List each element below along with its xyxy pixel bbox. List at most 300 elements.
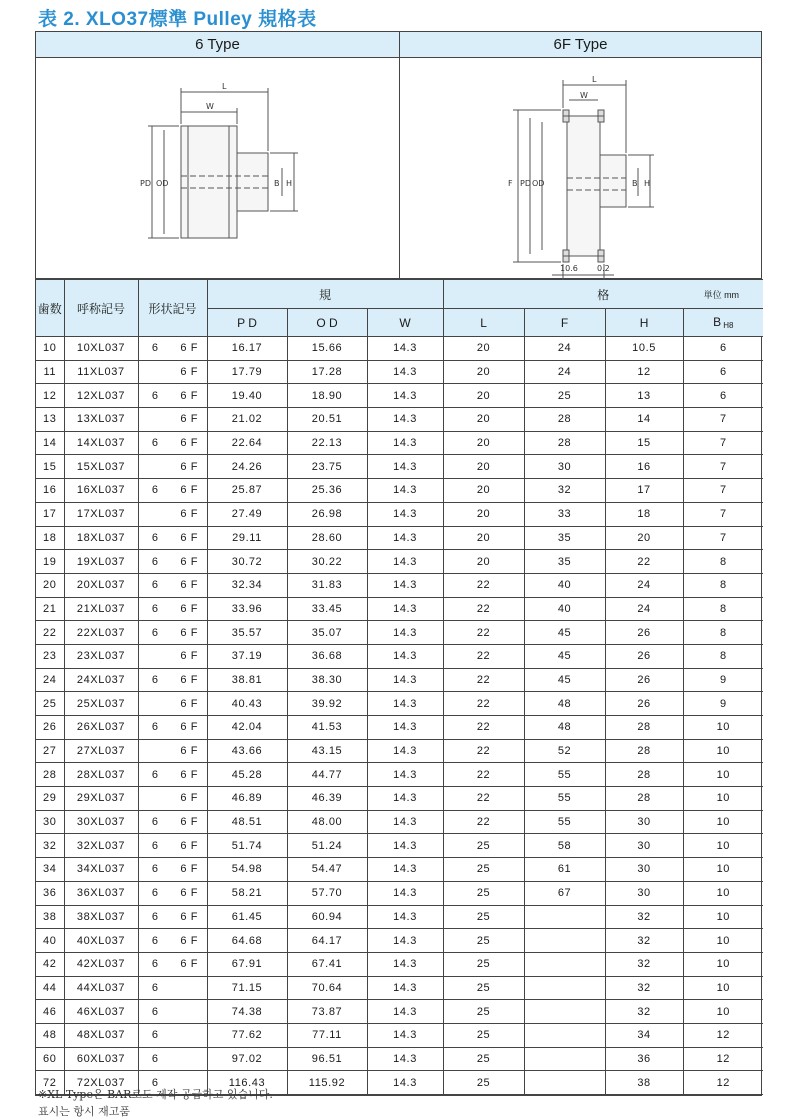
cell-l: 22 xyxy=(443,787,524,811)
cell-b: 10 xyxy=(683,834,763,858)
cell-pd: 22.64 xyxy=(207,431,287,455)
cell-shape-6f: 6 F xyxy=(172,337,207,361)
cell-shape-6: 6 xyxy=(138,384,172,408)
cell-f xyxy=(524,1000,605,1024)
dim-L-label-6f: L xyxy=(592,75,597,84)
cell-od: 54.47 xyxy=(287,858,367,882)
cell-l: 25 xyxy=(443,929,524,953)
cell-h: 17 xyxy=(605,479,683,503)
cell-l: 25 xyxy=(443,1071,524,1095)
cell-w: 14.3 xyxy=(367,692,443,716)
cell-od: 31.83 xyxy=(287,573,367,597)
cell-pd: 54.98 xyxy=(207,858,287,882)
cell-l: 20 xyxy=(443,408,524,432)
cell-teeth: 13 xyxy=(36,408,64,432)
cell-teeth: 32 xyxy=(36,834,64,858)
cell-teeth: 25 xyxy=(36,692,64,716)
table-row xyxy=(36,408,763,432)
cell-shape-6f: 6 F xyxy=(172,810,207,834)
cell-name: 17XL037 xyxy=(64,502,138,526)
cell-shape-6f: 6 F xyxy=(172,502,207,526)
cell-f: 24 xyxy=(524,337,605,361)
cell-teeth: 11 xyxy=(36,360,64,384)
spec-group-label: 格 xyxy=(597,287,610,302)
cell-name: 21XL037 xyxy=(64,597,138,621)
table-row xyxy=(36,431,763,455)
cell-od: 17.28 xyxy=(287,360,367,384)
dim-OD-label-6f: OD xyxy=(532,179,545,188)
cell-od: 96.51 xyxy=(287,1047,367,1071)
cell-od: 57.70 xyxy=(287,881,367,905)
cell-shape-6f: 6 F xyxy=(172,479,207,503)
cell-teeth: 20 xyxy=(36,573,64,597)
cell-od: 77.11 xyxy=(287,1023,367,1047)
cell-w: 14.3 xyxy=(367,455,443,479)
cell-name: 14XL037 xyxy=(64,431,138,455)
col-b-header xyxy=(683,309,763,337)
cell-l: 25 xyxy=(443,976,524,1000)
cell-name: 13XL037 xyxy=(64,408,138,432)
cell-od: 60.94 xyxy=(287,905,367,929)
cell-f: 48 xyxy=(524,692,605,716)
dim-0-2-label: 0.2 xyxy=(597,264,610,273)
cell-f: 35 xyxy=(524,526,605,550)
cell-b: 7 xyxy=(683,502,763,526)
type-figures xyxy=(36,32,761,279)
cell-b: 9 xyxy=(683,668,763,692)
cell-b: 10 xyxy=(683,952,763,976)
cell-od: 41.53 xyxy=(287,716,367,740)
cell-w: 14.3 xyxy=(367,1000,443,1024)
cell-shape-6: 6 xyxy=(138,573,172,597)
cell-f: 45 xyxy=(524,668,605,692)
cell-pd: 32.34 xyxy=(207,573,287,597)
col-l-header: L xyxy=(443,309,524,337)
cell-od: 48.00 xyxy=(287,810,367,834)
cell-shape-6: 6 xyxy=(138,337,172,361)
cell-shape-6: 6 xyxy=(138,881,172,905)
table-row xyxy=(36,573,763,597)
type-6f-drawing xyxy=(400,58,761,278)
cell-od: 36.68 xyxy=(287,644,367,668)
cell-shape-6: 6 xyxy=(138,1071,172,1095)
cell-b: 8 xyxy=(683,550,763,574)
cell-pd: 46.89 xyxy=(207,787,287,811)
cell-shape-6f: 6 F xyxy=(172,881,207,905)
cell-od: 38.30 xyxy=(287,668,367,692)
cell-l: 22 xyxy=(443,621,524,645)
cell-f xyxy=(524,905,605,929)
cell-w: 14.3 xyxy=(367,881,443,905)
table-row xyxy=(36,763,763,787)
cell-pd: 29.11 xyxy=(207,526,287,550)
cell-pd: 77.62 xyxy=(207,1023,287,1047)
cell-shape-6f: 6 F xyxy=(172,360,207,384)
cell-h: 30 xyxy=(605,834,683,858)
cell-pd: 21.02 xyxy=(207,408,287,432)
cell-teeth: 23 xyxy=(36,644,64,668)
table-row xyxy=(36,1047,763,1071)
cell-pd: 45.28 xyxy=(207,763,287,787)
cell-w: 14.3 xyxy=(367,502,443,526)
cell-w: 14.3 xyxy=(367,408,443,432)
cell-f: 40 xyxy=(524,597,605,621)
cell-shape-6: 6 xyxy=(138,1023,172,1047)
dim-L-label: L xyxy=(222,82,227,91)
cell-shape-6f: 6 F xyxy=(172,644,207,668)
cell-h: 34 xyxy=(605,1023,683,1047)
cell-shape-6f xyxy=(172,1047,207,1071)
col-w-header: W xyxy=(367,309,443,337)
cell-shape-6: 6 xyxy=(138,976,172,1000)
cell-l: 22 xyxy=(443,573,524,597)
cell-b: 8 xyxy=(683,621,763,645)
cell-b: 8 xyxy=(683,644,763,668)
type-6f-panel xyxy=(399,32,761,278)
cell-teeth: 28 xyxy=(36,763,64,787)
cell-l: 22 xyxy=(443,668,524,692)
cell-w: 14.3 xyxy=(367,976,443,1000)
cell-pd: 27.49 xyxy=(207,502,287,526)
cell-l: 25 xyxy=(443,1047,524,1071)
cell-pd: 24.26 xyxy=(207,455,287,479)
cell-w: 14.3 xyxy=(367,1047,443,1071)
cell-od: 51.24 xyxy=(287,834,367,858)
cell-f: 25 xyxy=(524,384,605,408)
cell-h: 14 xyxy=(605,408,683,432)
cell-pd: 97.02 xyxy=(207,1047,287,1071)
cell-l: 22 xyxy=(443,763,524,787)
cell-w: 14.3 xyxy=(367,431,443,455)
cell-name: 44XL037 xyxy=(64,976,138,1000)
cell-f: 45 xyxy=(524,621,605,645)
cell-teeth: 10 xyxy=(36,337,64,361)
cell-teeth: 18 xyxy=(36,526,64,550)
cell-w: 14.3 xyxy=(367,952,443,976)
cell-h: 32 xyxy=(605,952,683,976)
cell-h: 26 xyxy=(605,621,683,645)
cell-w: 14.3 xyxy=(367,787,443,811)
cell-f: 61 xyxy=(524,858,605,882)
cell-shape-6: 6 xyxy=(138,763,172,787)
table-row xyxy=(36,810,763,834)
cell-b: 12 xyxy=(683,1071,763,1095)
cell-w: 14.3 xyxy=(367,573,443,597)
cell-h: 18 xyxy=(605,502,683,526)
cell-shape-6: 6 xyxy=(138,668,172,692)
cell-shape-6 xyxy=(138,787,172,811)
cell-b: 10 xyxy=(683,905,763,929)
cell-teeth: 16 xyxy=(36,479,64,503)
cell-f: 33 xyxy=(524,502,605,526)
cell-shape-6 xyxy=(138,644,172,668)
cell-pd: 42.04 xyxy=(207,716,287,740)
cell-b: 10 xyxy=(683,763,763,787)
cell-shape-6f: 6 F xyxy=(172,526,207,550)
cell-l: 25 xyxy=(443,1000,524,1024)
cell-l: 20 xyxy=(443,502,524,526)
cell-name: 60XL037 xyxy=(64,1047,138,1071)
cell-h: 30 xyxy=(605,810,683,834)
cell-name: 12XL037 xyxy=(64,384,138,408)
cell-w: 14.3 xyxy=(367,858,443,882)
cell-od: 15.66 xyxy=(287,337,367,361)
cell-f xyxy=(524,1047,605,1071)
cell-shape-6 xyxy=(138,502,172,526)
cell-shape-6: 6 xyxy=(138,597,172,621)
cell-f: 32 xyxy=(524,479,605,503)
cell-l: 22 xyxy=(443,597,524,621)
cell-shape-6f: 6 F xyxy=(172,550,207,574)
type-6-drawing xyxy=(36,58,399,278)
table-row xyxy=(36,739,763,763)
cell-h: 15 xyxy=(605,431,683,455)
cell-name: 28XL037 xyxy=(64,763,138,787)
cell-teeth: 26 xyxy=(36,716,64,740)
col-pd-header: P D xyxy=(207,309,287,337)
cell-teeth: 24 xyxy=(36,668,64,692)
cell-shape-6f: 6 F xyxy=(172,952,207,976)
cell-l: 25 xyxy=(443,1023,524,1047)
cell-teeth: 19 xyxy=(36,550,64,574)
cell-shape-6: 6 xyxy=(138,479,172,503)
col-teeth-header: 歯数 xyxy=(36,280,64,337)
cell-od: 44.77 xyxy=(287,763,367,787)
cell-b: 6 xyxy=(683,384,763,408)
cell-b: 10 xyxy=(683,810,763,834)
cell-teeth: 60 xyxy=(36,1047,64,1071)
cell-name: 72XL037 xyxy=(64,1071,138,1095)
cell-h: 13 xyxy=(605,384,683,408)
table-row xyxy=(36,502,763,526)
type-6-heading: 6 Type xyxy=(36,32,399,58)
cell-w: 14.3 xyxy=(367,526,443,550)
cell-od: 26.98 xyxy=(287,502,367,526)
cell-w: 14.3 xyxy=(367,1023,443,1047)
cell-teeth: 48 xyxy=(36,1023,64,1047)
cell-l: 25 xyxy=(443,858,524,882)
cell-f xyxy=(524,952,605,976)
cell-shape-6f: 6 F xyxy=(172,692,207,716)
dim-H-label-6f: H xyxy=(644,179,651,188)
cell-h: 26 xyxy=(605,644,683,668)
dim-B-label-6f: B xyxy=(632,179,638,188)
cell-shape-6: 6 xyxy=(138,621,172,645)
cell-h: 16 xyxy=(605,455,683,479)
cell-name: 24XL037 xyxy=(64,668,138,692)
table-row xyxy=(36,1000,763,1024)
cell-w: 14.3 xyxy=(367,550,443,574)
col-b-subscript: H8 xyxy=(723,321,734,330)
cell-name: 18XL037 xyxy=(64,526,138,550)
table-row xyxy=(36,337,763,361)
cell-h: 36 xyxy=(605,1047,683,1071)
cell-pd: 16.17 xyxy=(207,337,287,361)
dim-PD-label: PD xyxy=(140,179,151,188)
table-row xyxy=(36,952,763,976)
cell-pd: 61.45 xyxy=(207,905,287,929)
cell-teeth: 14 xyxy=(36,431,64,455)
table-row xyxy=(36,479,763,503)
cell-l: 20 xyxy=(443,431,524,455)
dim-OD-label: OD xyxy=(156,179,169,188)
cell-pd: 48.51 xyxy=(207,810,287,834)
cell-h: 24 xyxy=(605,597,683,621)
cell-f: 55 xyxy=(524,810,605,834)
cell-b: 7 xyxy=(683,479,763,503)
cell-od: 35.07 xyxy=(287,621,367,645)
cell-h: 32 xyxy=(605,905,683,929)
cell-teeth: 29 xyxy=(36,787,64,811)
cell-shape-6 xyxy=(138,408,172,432)
cell-w: 14.3 xyxy=(367,739,443,763)
col-od-header: O D xyxy=(287,309,367,337)
cell-name: 46XL037 xyxy=(64,1000,138,1024)
cell-pd: 37.19 xyxy=(207,644,287,668)
cell-b: 7 xyxy=(683,526,763,550)
cell-b: 10 xyxy=(683,976,763,1000)
cell-shape-6f: 6 F xyxy=(172,668,207,692)
cell-l: 20 xyxy=(443,337,524,361)
cell-b: 10 xyxy=(683,1000,763,1024)
cell-od: 64.17 xyxy=(287,929,367,953)
cell-name: 38XL037 xyxy=(64,905,138,929)
cell-pd: 74.38 xyxy=(207,1000,287,1024)
cell-name: 15XL037 xyxy=(64,455,138,479)
cell-pd: 38.81 xyxy=(207,668,287,692)
cell-w: 14.3 xyxy=(367,929,443,953)
cell-h: 32 xyxy=(605,1000,683,1024)
cell-shape-6: 6 xyxy=(138,1000,172,1024)
type-6-panel xyxy=(36,32,399,278)
table-row xyxy=(36,526,763,550)
cell-h: 24 xyxy=(605,573,683,597)
cell-b: 12 xyxy=(683,1047,763,1071)
cell-pd: 71.15 xyxy=(207,976,287,1000)
table-row xyxy=(36,976,763,1000)
dim-B-label: B xyxy=(274,179,280,188)
cell-od: 18.90 xyxy=(287,384,367,408)
cell-teeth: 38 xyxy=(36,905,64,929)
cell-name: 22XL037 xyxy=(64,621,138,645)
cell-f: 28 xyxy=(524,431,605,455)
cell-od: 30.22 xyxy=(287,550,367,574)
cell-w: 14.3 xyxy=(367,834,443,858)
cell-l: 20 xyxy=(443,550,524,574)
cell-shape-6f: 6 F xyxy=(172,787,207,811)
cell-teeth: 12 xyxy=(36,384,64,408)
cell-name: 26XL037 xyxy=(64,716,138,740)
cell-shape-6f xyxy=(172,1000,207,1024)
cell-teeth: 21 xyxy=(36,597,64,621)
cell-f: 40 xyxy=(524,573,605,597)
cell-pd: 17.79 xyxy=(207,360,287,384)
cell-l: 22 xyxy=(443,716,524,740)
cell-shape-6f xyxy=(172,976,207,1000)
cell-f: 28 xyxy=(524,408,605,432)
dim-F-label: F xyxy=(508,179,513,188)
cell-h: 30 xyxy=(605,881,683,905)
table-row xyxy=(36,692,763,716)
cell-f: 58 xyxy=(524,834,605,858)
cell-h: 26 xyxy=(605,692,683,716)
cell-name: 48XL037 xyxy=(64,1023,138,1047)
cell-f: 55 xyxy=(524,787,605,811)
col-name-header: 呼称記号 xyxy=(64,280,138,337)
cell-b: 10 xyxy=(683,929,763,953)
cell-b: 8 xyxy=(683,573,763,597)
cell-shape-6: 6 xyxy=(138,929,172,953)
cell-b: 8 xyxy=(683,597,763,621)
cell-shape-6f: 6 F xyxy=(172,573,207,597)
cell-teeth: 44 xyxy=(36,976,64,1000)
cell-shape-6f: 6 F xyxy=(172,834,207,858)
table-row xyxy=(36,384,763,408)
cell-b: 6 xyxy=(683,337,763,361)
cell-od: 25.36 xyxy=(287,479,367,503)
cell-f: 35 xyxy=(524,550,605,574)
cell-b: 10 xyxy=(683,739,763,763)
cell-pd: 58.21 xyxy=(207,881,287,905)
cell-f: 24 xyxy=(524,360,605,384)
cell-name: 30XL037 xyxy=(64,810,138,834)
cell-shape-6f: 6 F xyxy=(172,858,207,882)
cell-shape-6f xyxy=(172,1023,207,1047)
col-h-header: H xyxy=(605,309,683,337)
cell-h: 28 xyxy=(605,763,683,787)
cell-shape-6 xyxy=(138,360,172,384)
cell-teeth: 17 xyxy=(36,502,64,526)
cell-od: 43.15 xyxy=(287,739,367,763)
cell-teeth: 46 xyxy=(36,1000,64,1024)
cell-pd: 67.91 xyxy=(207,952,287,976)
cell-shape-6f: 6 F xyxy=(172,431,207,455)
col-f-header: F xyxy=(524,309,605,337)
cell-w: 14.3 xyxy=(367,360,443,384)
col-shape-header: 形状記号 xyxy=(138,280,207,337)
cell-shape-6f: 6 F xyxy=(172,455,207,479)
cell-name: 20XL037 xyxy=(64,573,138,597)
cell-shape-6: 6 xyxy=(138,550,172,574)
table-row xyxy=(36,787,763,811)
cell-h: 30 xyxy=(605,858,683,882)
cell-h: 12 xyxy=(605,360,683,384)
cell-f xyxy=(524,976,605,1000)
cell-teeth: 30 xyxy=(36,810,64,834)
cell-l: 25 xyxy=(443,834,524,858)
cell-f xyxy=(524,929,605,953)
table-row xyxy=(36,716,763,740)
cell-teeth: 72 xyxy=(36,1071,64,1095)
cell-teeth: 40 xyxy=(36,929,64,953)
cell-b: 7 xyxy=(683,455,763,479)
cell-f: 67 xyxy=(524,881,605,905)
cell-od: 33.45 xyxy=(287,597,367,621)
cell-name: 29XL037 xyxy=(64,787,138,811)
cell-shape-6: 6 xyxy=(138,1047,172,1071)
table-row xyxy=(36,834,763,858)
cell-teeth: 34 xyxy=(36,858,64,882)
cell-pd: 116.43 xyxy=(207,1071,287,1095)
cell-h: 28 xyxy=(605,739,683,763)
table-row xyxy=(36,360,763,384)
table-row xyxy=(36,668,763,692)
cell-l: 20 xyxy=(443,526,524,550)
cell-pd: 25.87 xyxy=(207,479,287,503)
footnote-bar: ※XL Type은 BAR로도 제작 공급하고 있습니다. xyxy=(38,1088,273,1101)
cell-shape-6: 6 xyxy=(138,858,172,882)
cell-od: 22.13 xyxy=(287,431,367,455)
